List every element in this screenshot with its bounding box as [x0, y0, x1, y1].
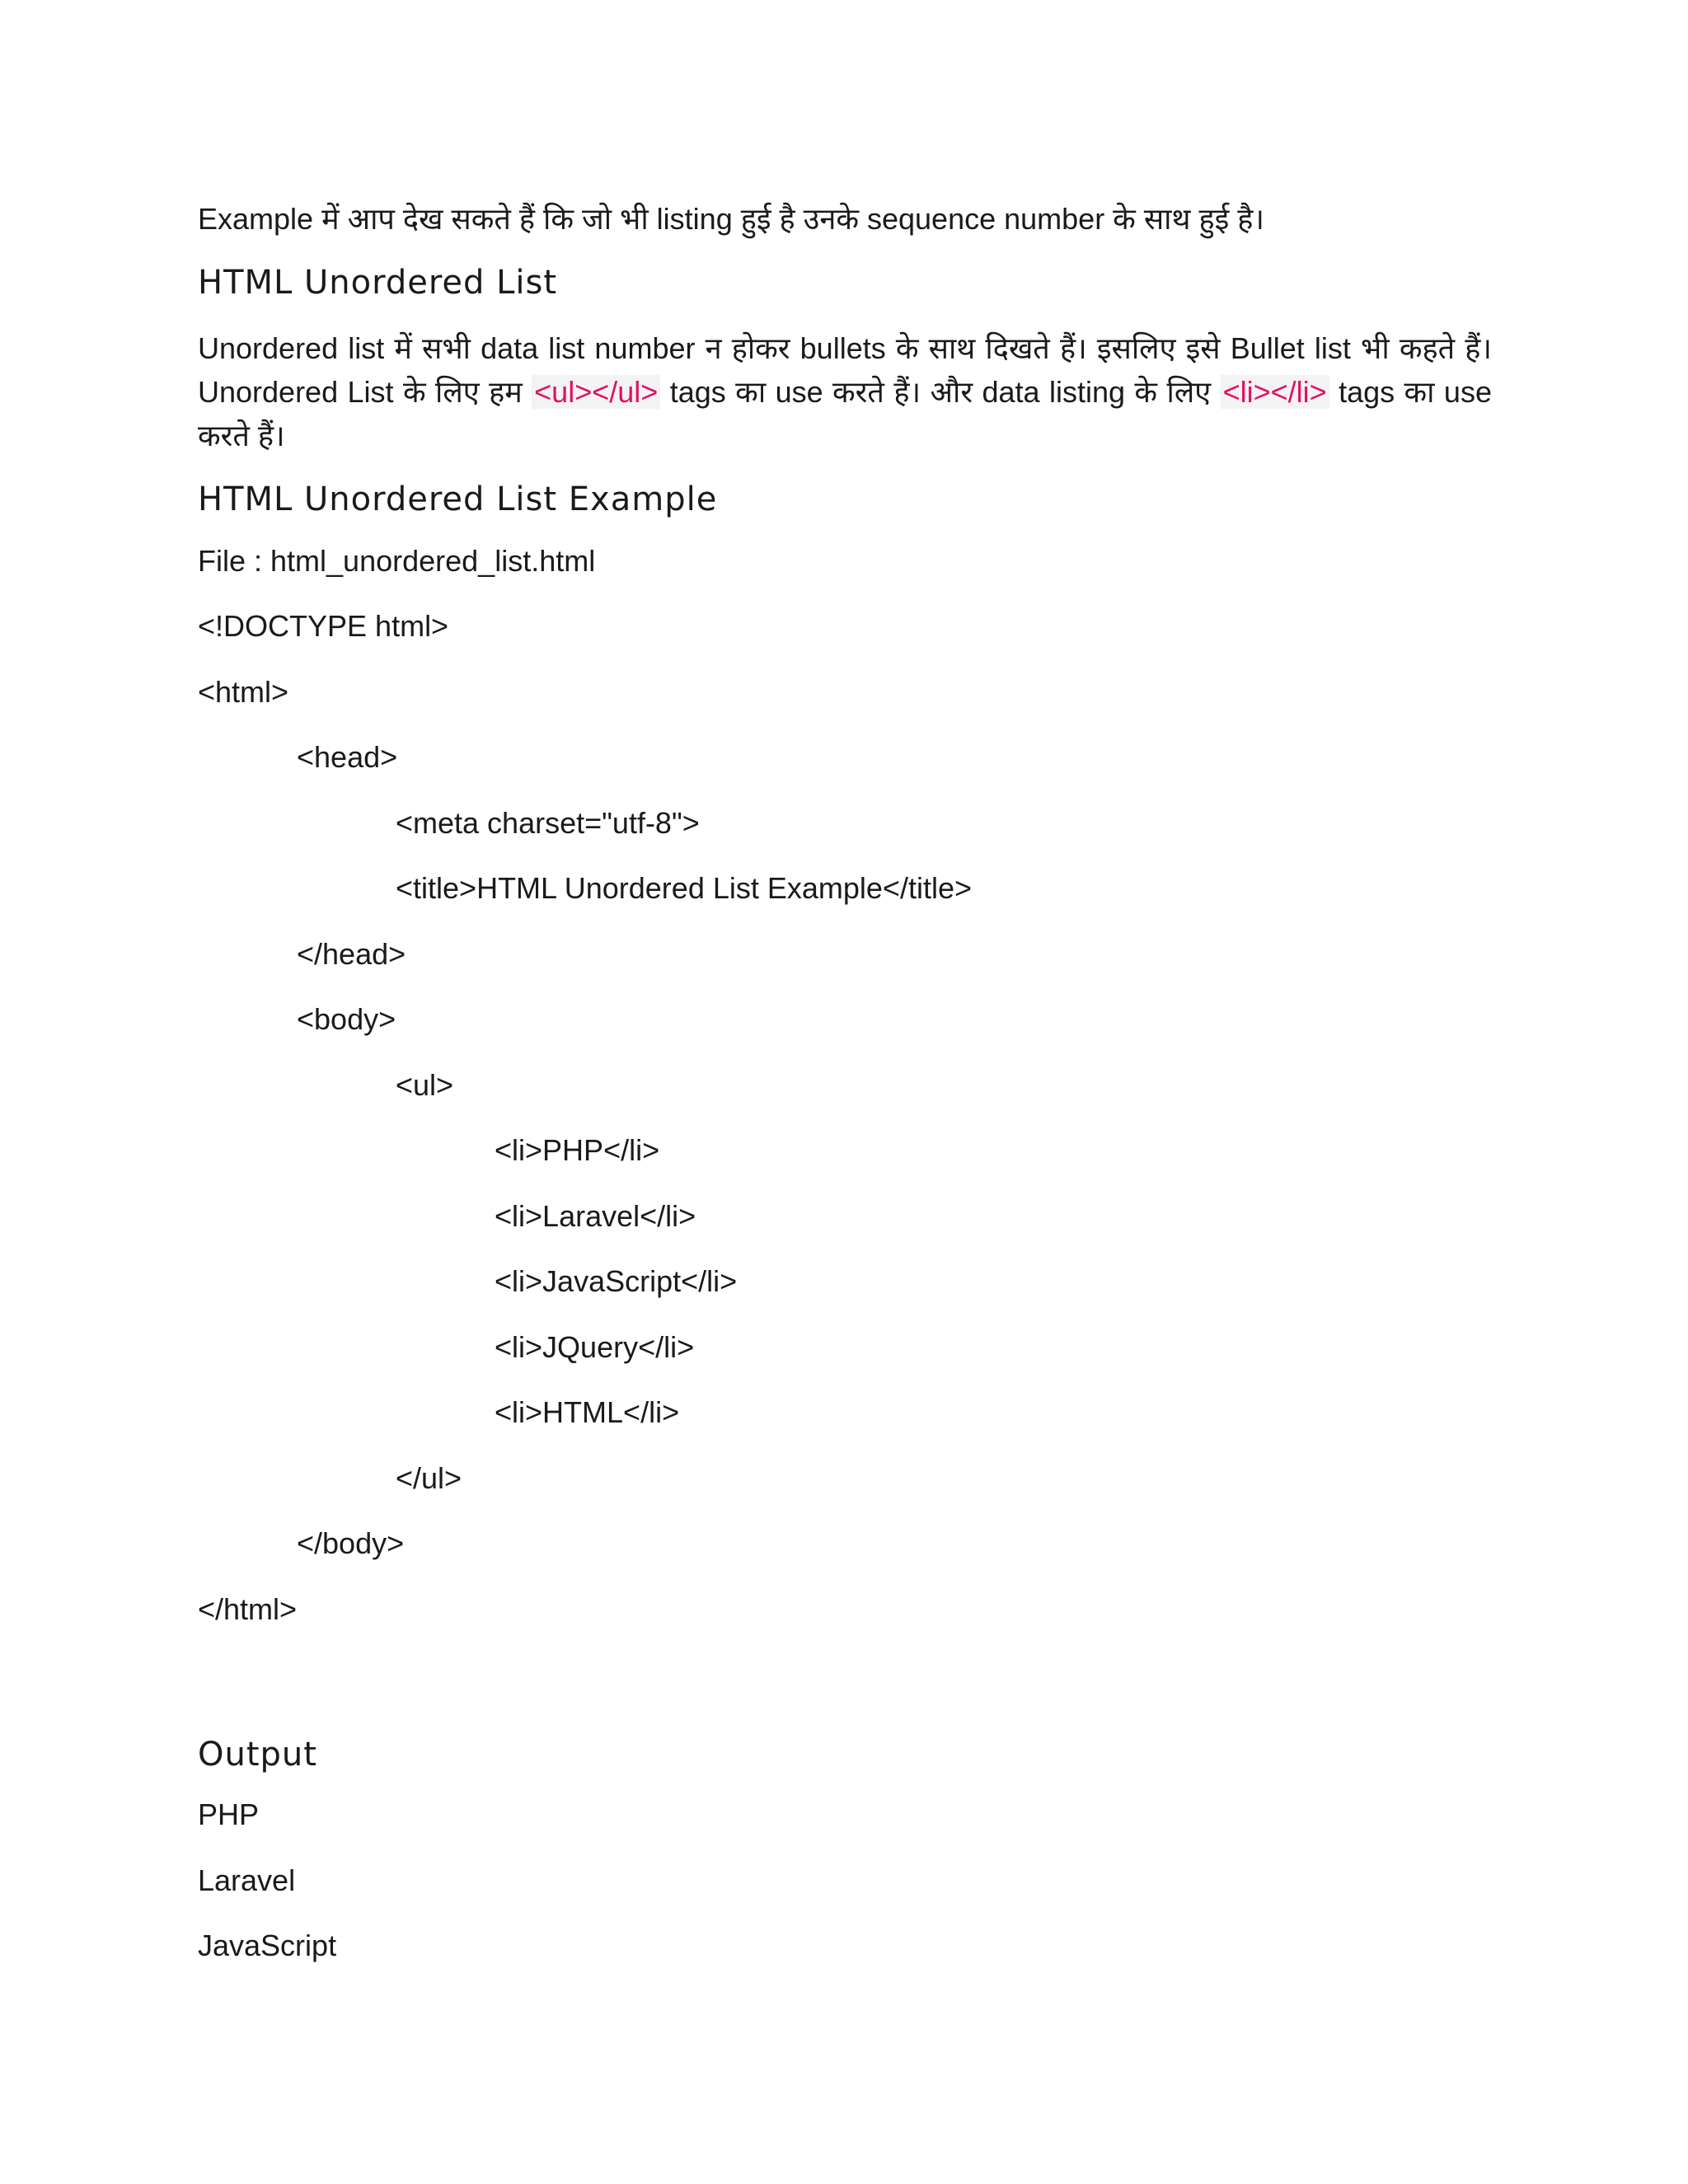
- code-line: </ul>: [396, 1460, 462, 1495]
- heading-example: HTML Unordered List Example: [198, 480, 718, 518]
- code-li-tag: <li></li>: [1221, 375, 1329, 409]
- code-line: <li>HTML</li>: [495, 1395, 680, 1429]
- para-text-1: Unordered list में सभी data list number न होकर bullets के साथ दिखते हैं। इसलिए इसे Bullet list भी कहते हैं। Unordered List के लिए हम: [198, 331, 1492, 409]
- file-label: File : html_unordered_list.html: [198, 544, 596, 578]
- code-line: <ul>: [396, 1067, 454, 1102]
- intro-paragraph: Example में आप देख सकते हैं कि जो भी listing हुई है उनके sequence number के साथ हुई है।: [198, 202, 1265, 236]
- code-line: <body>: [297, 1002, 396, 1036]
- output-item: PHP: [198, 1797, 260, 1831]
- heading-output: Output: [198, 1736, 317, 1774]
- para-text-2: tags का use करते हैं। और data listing के लिए: [660, 375, 1221, 409]
- code-line: <meta charset="utf-8">: [396, 805, 700, 840]
- output-item: JavaScript: [198, 1929, 337, 1962]
- para-text-3: tags का use करते हैं।: [198, 375, 1492, 452]
- code-ul-tag: <ul></ul>: [532, 375, 660, 409]
- code-line: <html>: [198, 674, 289, 709]
- document-content: [198, 198, 1492, 1990]
- output-item: Laravel: [198, 1863, 296, 1897]
- code-line: <!DOCTYPE html>: [198, 609, 449, 643]
- code-line: <li>JQuery</li>: [495, 1329, 695, 1364]
- code-line: <head>: [297, 740, 398, 774]
- code-line: <li>JavaScript</li>: [495, 1264, 738, 1298]
- code-line: </html>: [198, 1591, 298, 1626]
- code-line: <li>Laravel</li>: [495, 1198, 696, 1233]
- heading-unordered-list: HTML Unordered List: [198, 264, 558, 302]
- code-line: </body>: [297, 1526, 405, 1560]
- code-line: <title>HTML Unordered List Example</title>: [396, 871, 972, 905]
- code-line: </head>: [297, 936, 406, 971]
- output-list: [198, 1793, 1492, 1990]
- code-line: <li>PHP</li>: [495, 1133, 660, 1167]
- code-block: [198, 605, 1492, 1653]
- unordered-list-description: [198, 326, 1492, 457]
